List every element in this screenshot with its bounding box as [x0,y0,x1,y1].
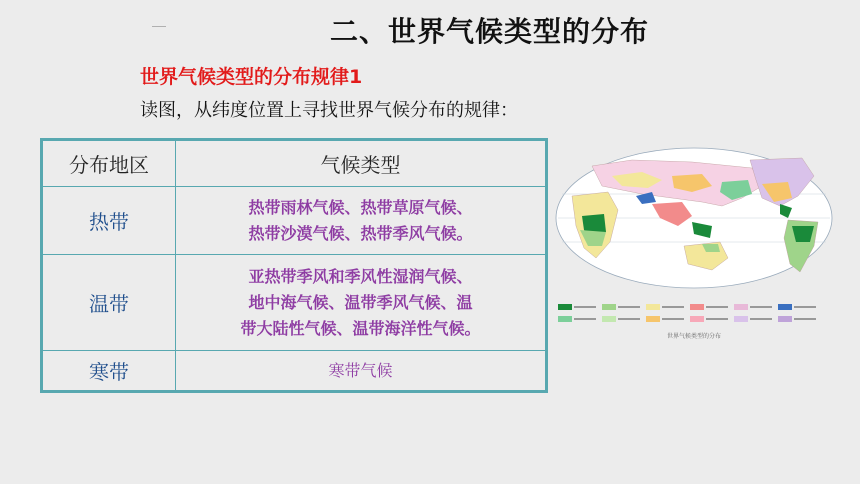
climate-line: 带大陆性气候、温带海洋性气候。 [240,318,481,338]
instruction-text: 读图，从纬度位置上寻找世界气候分布的规律： [140,100,518,121]
table-row [43,187,546,255]
climate-line: 寒带气候 [328,360,393,380]
zone-frigid: 寒带 [43,351,176,391]
climate-line: 热带雨林气候、热带草原气候、 [248,197,473,217]
zone-tropical: 热带 [43,187,176,255]
zone-temperate: 温带 [43,255,176,351]
climate-line: 亚热带季风和季风性湿润气候、 [248,266,473,286]
world-climate-map [552,146,836,346]
map-caption: 世界气候类型的分布 [666,333,722,340]
slide-title: 二、世界气候类型的分布 [330,15,650,48]
frigid-climates [176,351,546,391]
header-climate-type: 气候类型 [176,141,546,187]
tropical-climates [176,187,546,255]
temperate-climates [176,255,546,351]
table-row [43,351,546,391]
header-region: 分布地区 [43,141,176,187]
section-subtitle: 世界气候类型的分布规律1 [140,66,363,88]
table-header-row [43,141,546,187]
decorative-dash [152,26,166,27]
climate-line: 地中海气候、温带季风气候、温 [248,292,473,312]
climate-line: 热带沙漠气候、热带季风气候。 [248,223,473,243]
climate-table [40,138,548,393]
table-row [43,255,546,351]
